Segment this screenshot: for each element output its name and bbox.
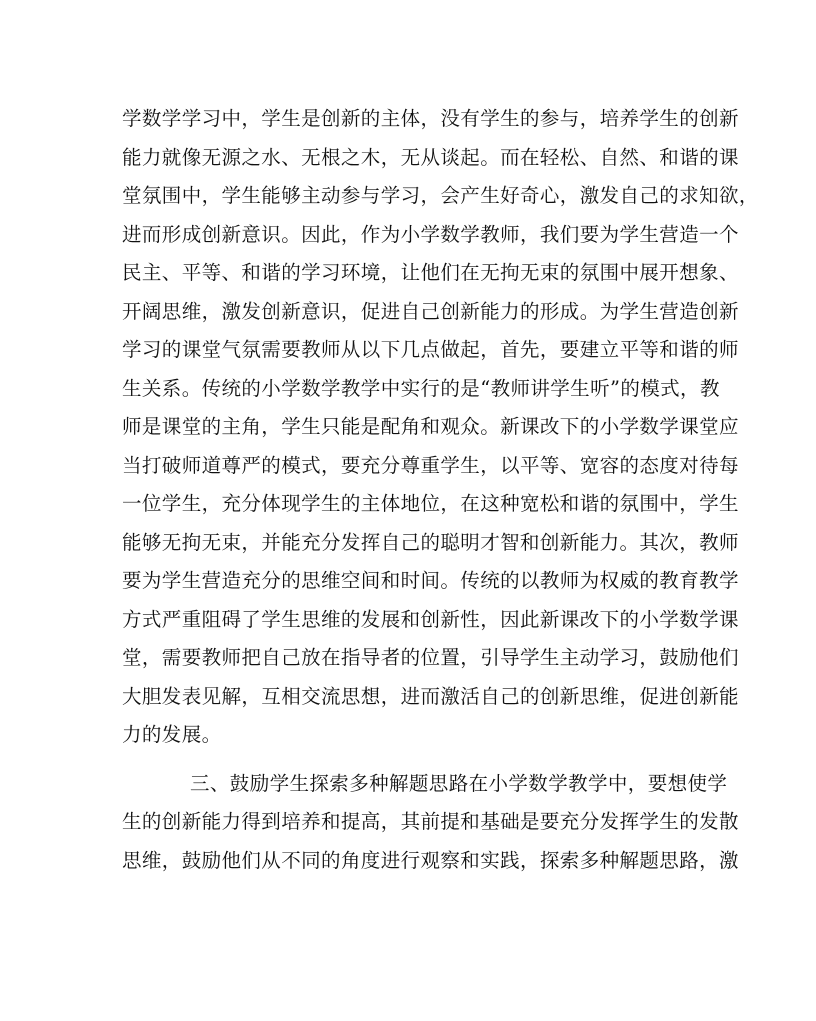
paragraph-2	[122, 765, 739, 881]
body-text	[122, 100, 759, 880]
text-line: 生关系。传统的小学数学教学中实行的是“教师讲学生听”的模式，教	[122, 376, 720, 400]
text-line: 堂氛围中，学生能够主动参与学习，会产生好奇心，激发自己的求知欲，	[122, 184, 759, 207]
text-line: 方式严重阻碍了学生思维的发展和创新性，因此新课改下的小学数学课	[122, 607, 739, 631]
text-line: 师是课堂的主角，学生只能是配角和观众。新课改下的小学数学课堂应	[122, 415, 739, 438]
text-line: 学数学学习中，学生是创新的主体，没有学生的参与，培养学生的创新	[122, 107, 739, 130]
text-line: 思维，鼓励他们从不同的角度进行观察和实践，探索多种解题思路，激	[122, 848, 739, 872]
text-line: 学习的课堂气氛需要教师从以下几点做起，首先，要建立平等和谐的师	[122, 338, 739, 361]
text-line: 力的发展。	[122, 723, 222, 746]
text-line: 当打破师道尊严的模式，要充分尊重学生，以平等、宽容的态度对待每	[122, 453, 739, 477]
text-line: 民主、平等、和谐的学习环境，让他们在无拘无束的氛围中展开想象、	[122, 261, 739, 284]
text-line: 堂，需要教师把自己放在指导者的位置，引导学生主动学习，鼓励他们	[122, 646, 739, 669]
text-line: 大胆发表见解，互相交流思想，进而激活自己的创新思维，促进创新能	[122, 684, 739, 708]
text-line: 能够无拘无束，并能充分发挥自己的聪明才智和创新能力。其次，教师	[122, 530, 739, 554]
paragraph-1	[122, 100, 759, 755]
text-line: 进而形成创新意识。因此，作为小学数学教师，我们要为学生营造一个	[122, 222, 739, 246]
text-line: 三、鼓励学生探索多种解题思路在小学数学教学中，要想使学	[190, 771, 728, 795]
text-line: 能力就像无源之水、无根之木，无从谈起。而在轻松、自然、和谐的课	[122, 145, 739, 169]
text-line: 一位学生，充分体现学生的主体地位，在这种宽松和谐的氛围中，学生	[122, 492, 739, 515]
text-line: 生的创新能力得到培养和提高，其前提和基础是要充分发挥学生的发散	[122, 810, 739, 833]
text-line: 开阔思维，激发创新意识，促进自己创新能力的形成。为学生营造创新	[122, 299, 739, 323]
text-line: 要为学生营造充分的思维空间和时间。传统的以教师为权威的教育教学	[122, 569, 739, 592]
